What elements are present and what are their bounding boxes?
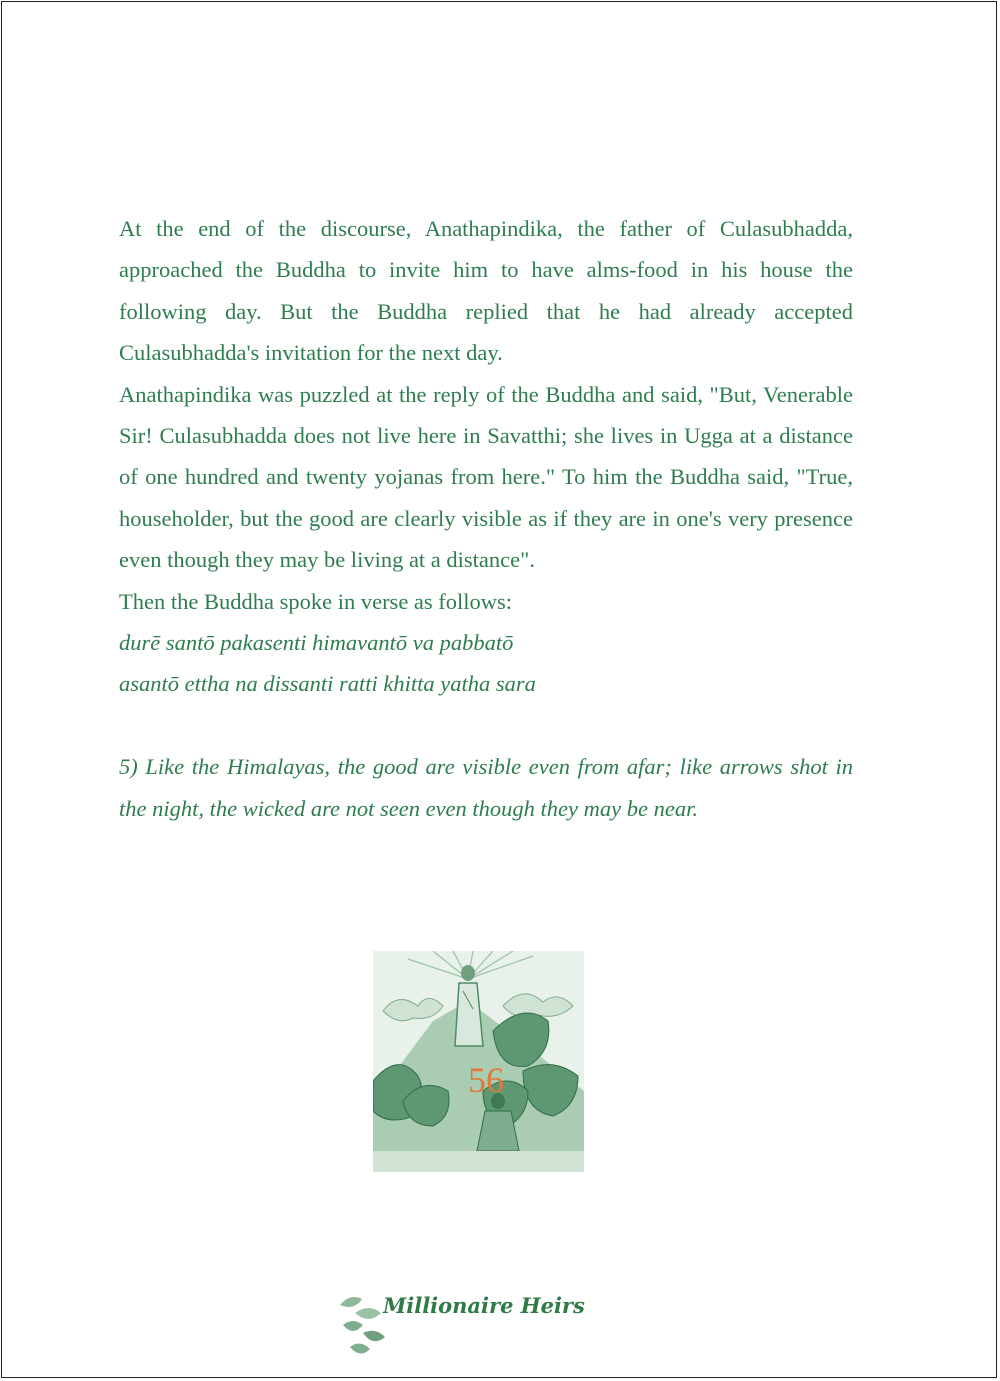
paragraph-invitation: At the end of the discourse, Anathapindika, the father of Culasubhadda, approached the Buddha to invite him to have alms-food in his house the following day. But the Buddha replied that he had already accepted Culasubhadda's invitation for the next day.	[119, 216, 853, 366]
body-text	[119, 208, 853, 829]
verse-translation: 5) Like the Himalayas, the good are visible even from afar; like arrows shot in the night, the wicked are not seen even though they may be near.	[119, 754, 853, 821]
leaf-icon	[335, 1285, 385, 1365]
page-number: 56	[468, 1060, 504, 1100]
footer-logo	[335, 1285, 605, 1365]
paragraph-verse-intro: Then the Buddha spoke in verse as follows:	[119, 588, 513, 614]
pali-line-2: asantō ettha na dissanti ratti khitta yatha sara	[119, 671, 536, 697]
paragraph-reply: Anathapindika was puzzled at the reply of the Buddha and said, "But, Venerable Sir! Culasubhadda does not live here in Savatthi; she lives in Ugga at a distance of one hundred and twenty yojanas from here." To him the Buddha said, "True, householder, but the good are clearly visible as if they are in one's very presence even though they may be living at a distance".	[119, 381, 853, 573]
footer-title: Millionaire Heirs	[383, 1293, 585, 1318]
pali-line-1: durē santō pakasenti himavantō va pabbatō	[119, 630, 514, 656]
